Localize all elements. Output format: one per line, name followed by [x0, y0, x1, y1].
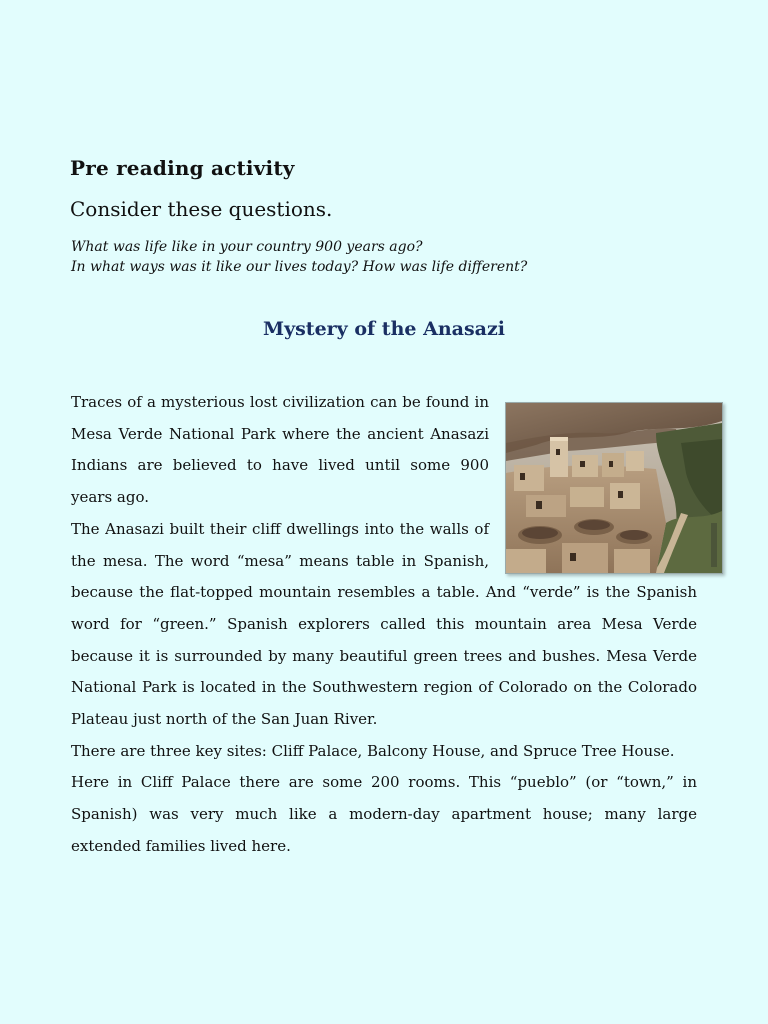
prereading-questions: [71, 237, 527, 277]
article-body: [71, 387, 697, 863]
article-title: Mystery of the Anasazi: [263, 318, 505, 340]
prereading-subheading: Consider these questions.: [70, 197, 333, 221]
prereading-heading: Pre reading activity: [70, 156, 295, 180]
photo-wrap-space: [489, 387, 697, 577]
article-paragraph: There are three key sites: Cliff Palace, Balcony House, and Spruce Tree House.: [71, 741, 675, 760]
article-paragraph: Traces of a mysterious lost civilization can be found in Mesa Verde National Park where the ancient Anasazi Indians are believed to have lived until some 900 years ago.: [71, 393, 489, 507]
question-line: What was life like in your country 900 years ago?: [71, 239, 423, 255]
article-paragraph: The Anasazi built their cliff dwellings into the walls of the mesa. The word “mesa” means table in Spanish, because the flat-topped mountain resembles a table. And “verde” is the Spanish word for “green.” Spanish explorers called this mountain area Mesa Verde because it is surrounded by many beautiful green trees and bushes. Mesa Verde National Park is located in the Southwestern region of Colorado on the Colorado Plateau just north of the San Juan River.: [71, 519, 697, 729]
question-line: In what ways was it like our lives today? How was life different?: [71, 259, 528, 275]
article-paragraph: Here in Cliff Palace there are some 200 rooms. This “pueblo” (or “town,” in Spanish) was very much like a modern-day apartment house; many large extended families lived here.: [71, 773, 697, 855]
